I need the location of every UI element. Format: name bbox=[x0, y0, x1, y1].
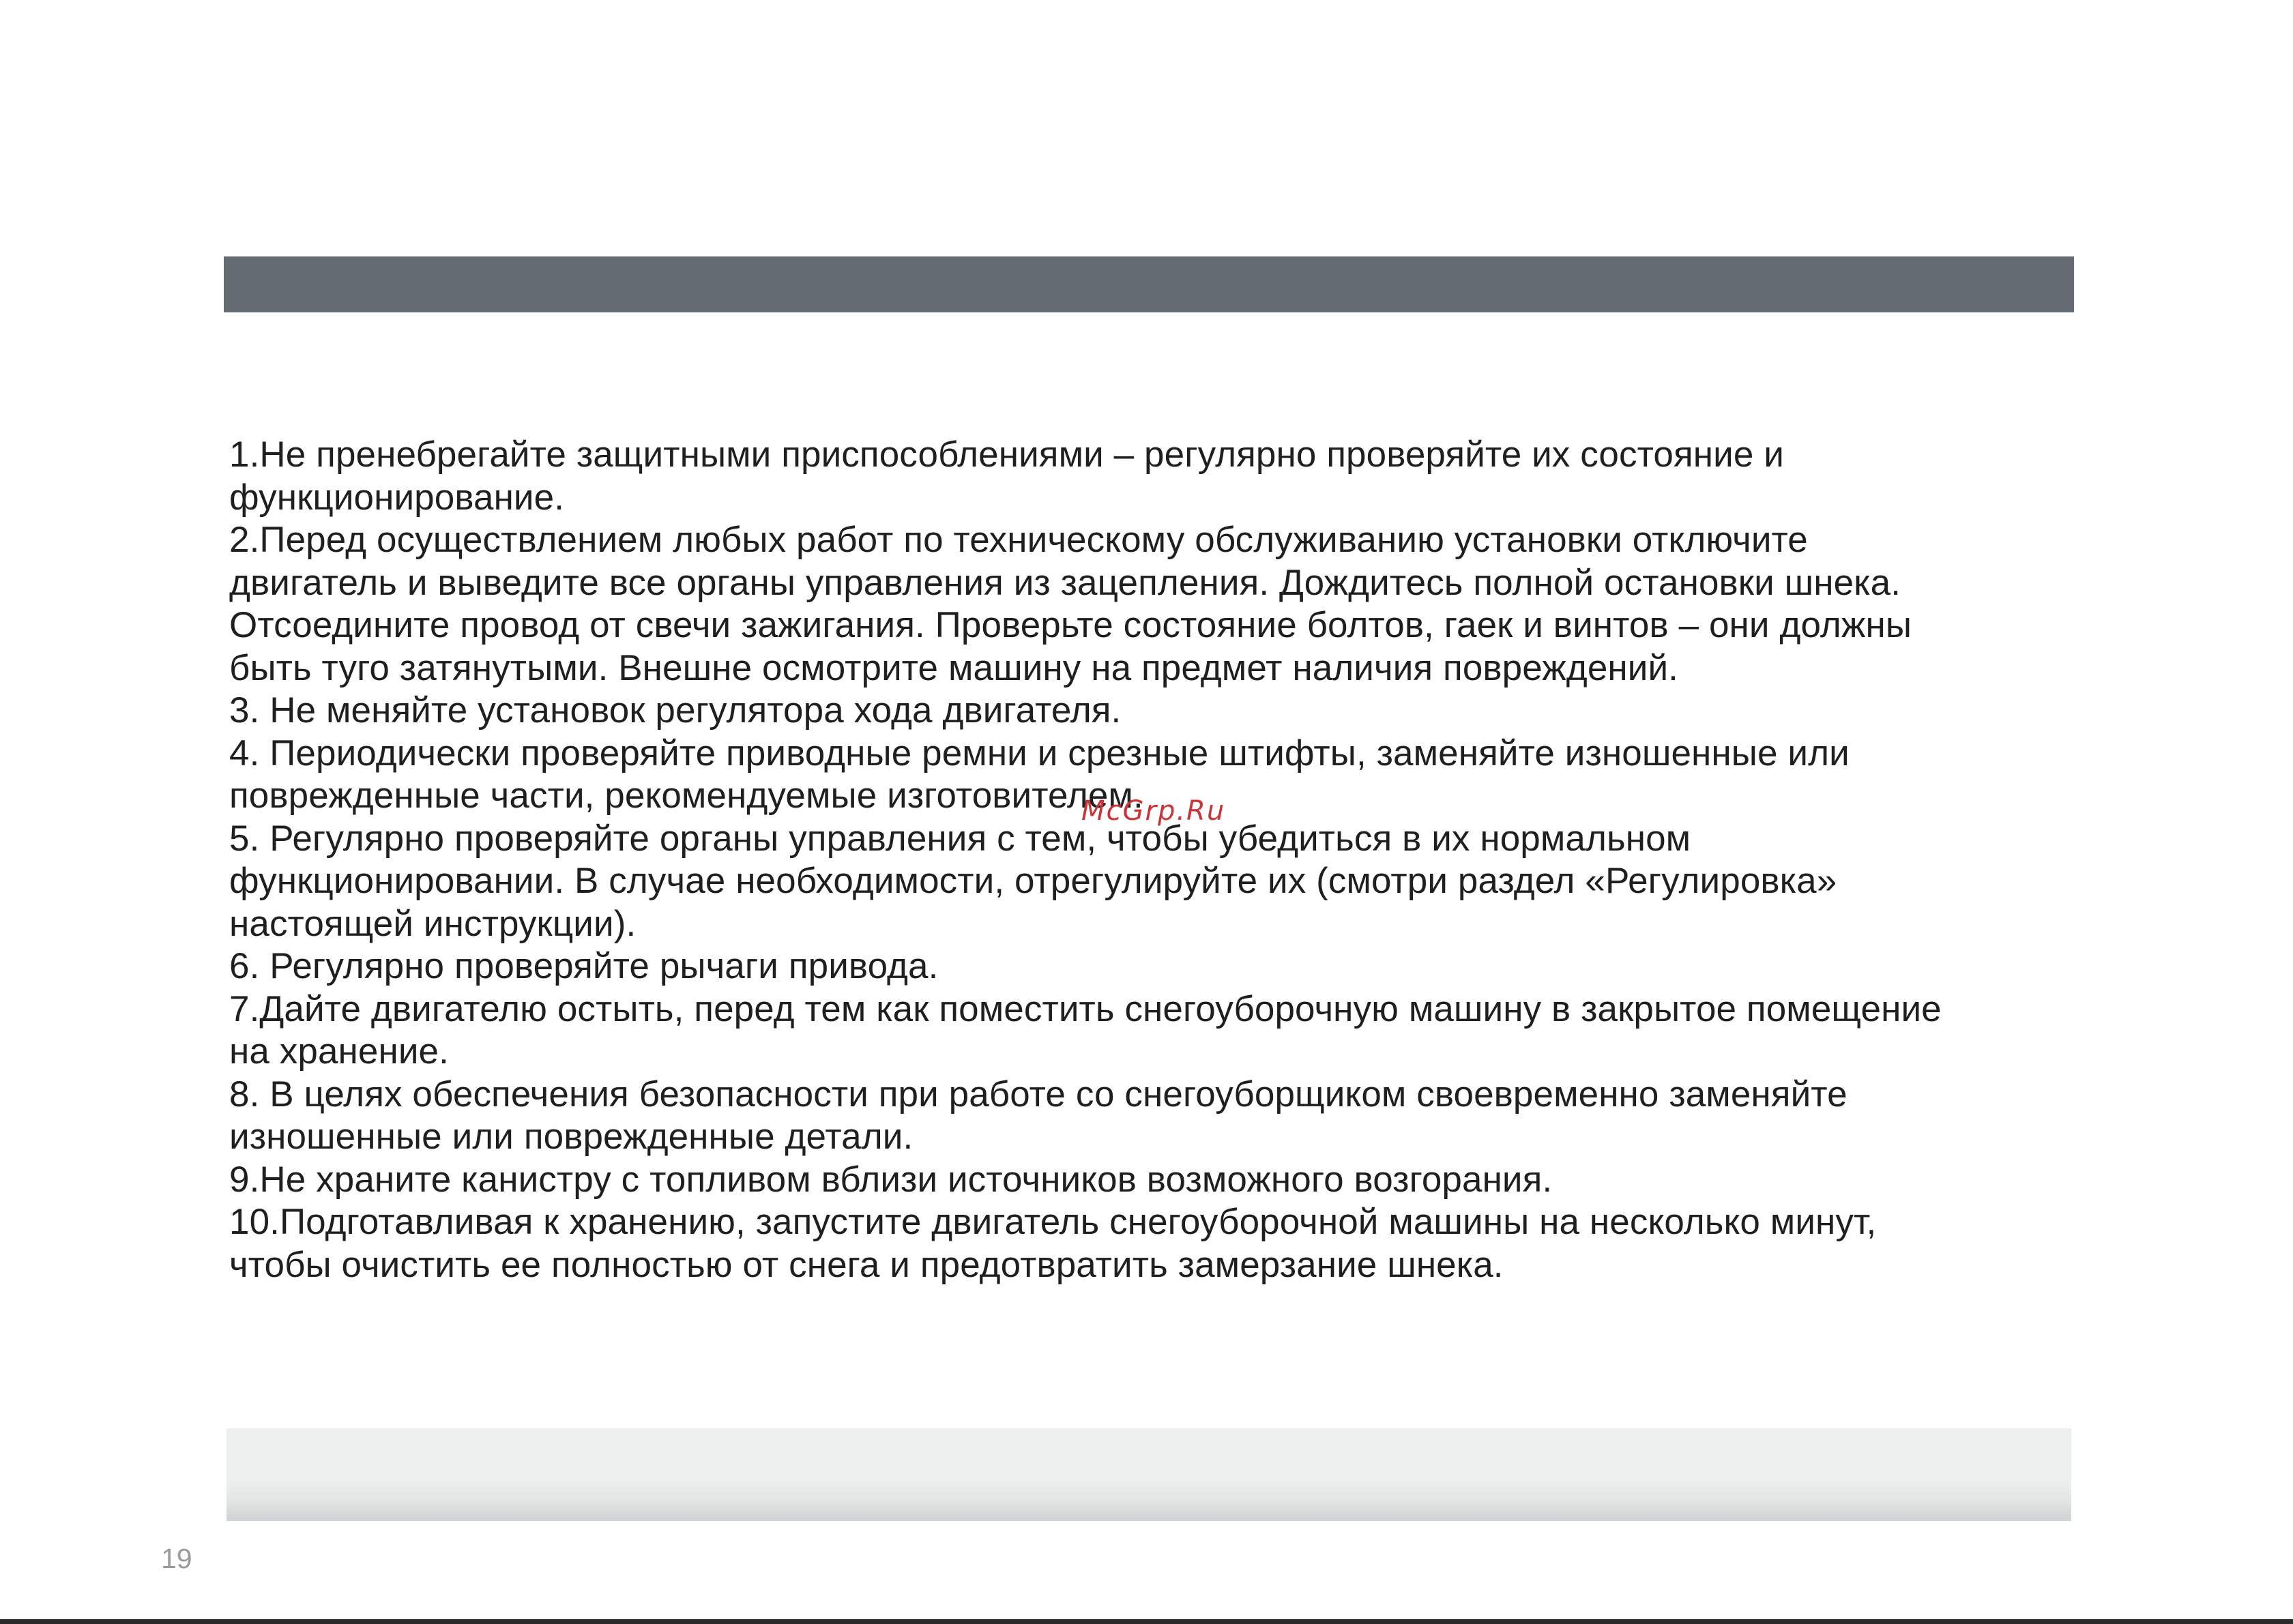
instruction-item-5 bbox=[229, 818, 2071, 946]
instruction-4-line-2: поврежденные части, рекомендуемые изготовителем. bbox=[229, 776, 1143, 816]
bottom-edge-divider bbox=[0, 1619, 2293, 1624]
footer-bar bbox=[227, 1428, 2071, 1521]
instruction-1-line-1: 1.Не пренебрегайте защитными приспособлениями – регулярно проверяйте их состояние и bbox=[229, 434, 1784, 475]
instruction-2-line-1: 2.Перед осуществлением любых работ по техническому обслуживанию установки отключите bbox=[229, 520, 1808, 560]
instruction-7-line-2: на хранение. bbox=[229, 1031, 449, 1072]
instruction-2-line-4: быть туго затянутыми. Внешне осмотрите машину на предмет наличия повреждений. bbox=[229, 647, 1678, 688]
instruction-10-line-1: 10.Подготавливая к хранению, запустите двигатель снегоуборочной машины на несколько минут, bbox=[229, 1202, 1877, 1242]
instruction-8-line-2: изношенные или поврежденные детали. bbox=[229, 1117, 914, 1157]
instruction-1-line-2: функционирование. bbox=[229, 477, 565, 518]
instruction-6-line-1: 6. Регулярно проверяйте рычаги привода. bbox=[229, 946, 939, 986]
instruction-2-line-3: Отсоедините провод от свечи зажигания. Проверьте состояние болтов, гаек и винтов – они должны bbox=[229, 605, 1912, 645]
instruction-item-3 bbox=[229, 690, 2071, 733]
instruction-5-line-2: функционировании. В случае необходимости, отрегулируйте их (смотри раздел «Регулировка» bbox=[229, 861, 1837, 901]
instruction-item-9 bbox=[229, 1159, 2071, 1202]
instruction-4-line-1: 4. Периодически проверяйте приводные ремни и срезные штифты, заменяйте изношенные или bbox=[229, 733, 1850, 773]
instruction-item-1 bbox=[229, 434, 2071, 519]
instruction-item-6 bbox=[229, 945, 2071, 988]
instruction-9-line-1: 9.Не храните канистру с топливом вблизи источников возможного возгорания. bbox=[229, 1159, 1553, 1200]
instruction-item-10 bbox=[229, 1201, 2071, 1286]
instruction-5-line-3: настоящей инструкции). bbox=[229, 903, 637, 944]
instruction-2-line-2: двигатель и выведите все органы управления из зацепления. Дождитесь полной остановки шнека. bbox=[229, 562, 1901, 603]
page-number: 19 bbox=[161, 1543, 192, 1574]
instruction-item-8 bbox=[229, 1074, 2071, 1159]
instruction-5-line-1: 5. Регулярно проверяйте органы управления с тем, чтобы убедиться в их нормальном bbox=[229, 818, 1691, 859]
watermark: McGrp.Ru bbox=[1081, 795, 1226, 827]
instruction-7-line-1: 7.Дайте двигателю остыть, перед тем как поместить снегоуборочную машину в закрытое помещение bbox=[229, 988, 1942, 1029]
instruction-8-line-1: 8. В целях обеспечения безопасности при работе со снегоуборщиком своевременно заменяйте bbox=[229, 1074, 1847, 1114]
instruction-item-2 bbox=[229, 519, 2071, 690]
instruction-item-7 bbox=[229, 988, 2071, 1074]
instruction-10-line-2: чтобы очистить ее полностью от снега и предотвратить замерзание шнека. bbox=[229, 1244, 1504, 1285]
header-bar bbox=[224, 256, 2074, 312]
instructions-list bbox=[229, 434, 2071, 1286]
instruction-3-line-1: 3. Не меняйте установок регулятора хода двигателя. bbox=[229, 690, 1122, 730]
